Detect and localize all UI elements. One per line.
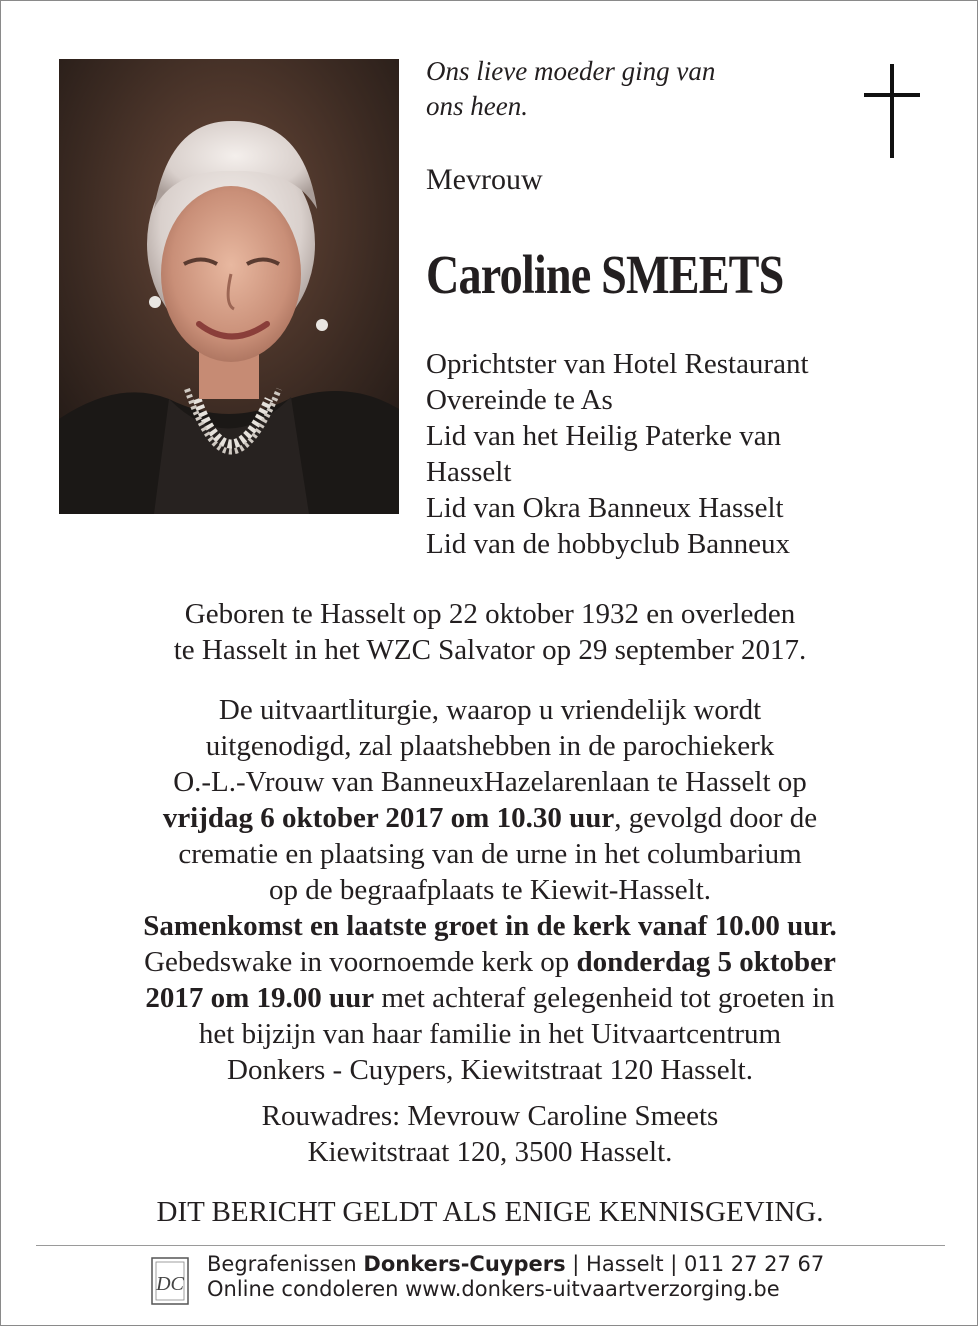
intro-line: Ons lieve moeder ging van <box>426 56 716 86</box>
cross-icon <box>864 64 920 158</box>
role-line: Lid van het Heilig Paterke van <box>426 420 782 452</box>
portrait-photo <box>59 59 399 514</box>
liturgy-text: met achteraf gelegenheid tot groeten in <box>374 982 835 1014</box>
funeral-home-name: Donkers-Cuypers <box>363 1252 566 1276</box>
footer-text: Begrafenissen <box>207 1252 364 1276</box>
liturgy-line <box>0 800 980 836</box>
deceased-name: Caroline SMEETS <box>426 244 784 305</box>
role-line: Overeinde te As <box>426 384 613 416</box>
liturgy-line: Donkers - Cuypers, Kiewitstraat 120 Hasselt. <box>227 1054 753 1086</box>
logo-text: DC <box>156 1273 184 1295</box>
liturgy-line <box>0 944 980 980</box>
role-line: Lid van de hobbyclub Banneux <box>426 528 791 560</box>
liturgy-line: De uitvaartliturgie, waarop u vriendelijk wordt <box>218 694 762 726</box>
liturgy-line <box>0 980 980 1016</box>
portrait-image <box>59 59 399 514</box>
liturgy-line: op de begraafplaats te Kiewit-Hasselt. <box>268 874 712 906</box>
vigil-time: 2017 om 19.00 uur <box>145 982 375 1014</box>
role-line: Oprichtster van Hotel Restaurant <box>426 348 809 380</box>
liturgy-line: O.-L.-Vrouw van BanneuxHazelarenlaan te Hasselt op <box>173 766 807 798</box>
liturgy-line: het bijzijn van haar familie in het Uitvaartcentrum <box>198 1018 782 1050</box>
liturgy-line: uitgenodigd, zal plaatshebben in de parochiekerk <box>205 730 775 762</box>
footer-text: | Hasselt | 011 27 27 67 <box>565 1252 825 1276</box>
salutation: Mevrouw <box>426 163 543 196</box>
intro-line: ons heen. <box>426 91 528 121</box>
address-line: Kiewitstraat 120, 3500 Hasselt. <box>307 1136 673 1168</box>
footer-website: Online condoleren www.donkers-uitvaartverzorging.be <box>207 1277 780 1301</box>
liturgy-text: , gevolgd door de <box>614 802 818 834</box>
gathering-notice: Samenkomst en laatste groet in de kerk vanaf 10.00 uur. <box>143 910 837 942</box>
liturgy-line: crematie en plaatsing van de urne in het columbarium <box>178 838 802 870</box>
birth-line: te Hasselt in het WZC Salvator op 29 september 2017. <box>173 634 807 666</box>
role-line: Hasselt <box>426 456 512 488</box>
liturgy-line <box>0 908 980 944</box>
roles-list <box>426 346 809 562</box>
vigil-date: donderdag 5 oktober <box>576 946 836 978</box>
birth-line: Geboren te Hasselt op 22 oktober 1932 en overleden <box>184 598 796 630</box>
footer <box>207 1252 824 1302</box>
notice-text: DIT BERICHT GELDT ALS ENIGE KENNISGEVING. <box>156 1196 824 1228</box>
intro-text <box>426 54 715 124</box>
mourning-address <box>0 1098 980 1170</box>
liturgy-text: Gebedswake in voornoemde kerk op <box>144 946 577 978</box>
role-line: Lid van Okra Banneux Hasselt <box>426 492 784 524</box>
birth-death-paragraph <box>0 596 980 668</box>
footer-line <box>207 1252 824 1277</box>
funeral-datetime: vrijdag 6 oktober 2017 om 10.30 uur <box>162 802 615 834</box>
footer-divider <box>36 1245 945 1246</box>
liturgy-paragraph <box>0 692 980 1088</box>
funeral-home-logo <box>150 1256 190 1306</box>
address-line: Rouwadres: Mevrouw Caroline Smeets <box>261 1100 719 1132</box>
